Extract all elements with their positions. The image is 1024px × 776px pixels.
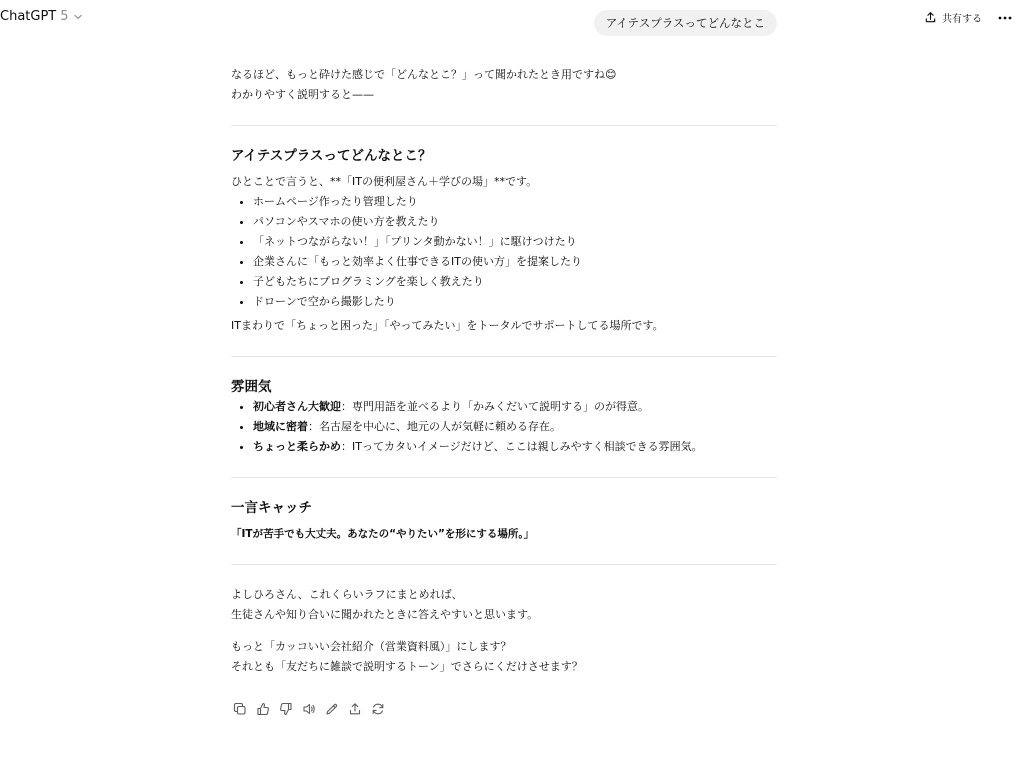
more-options-icon[interactable] [998, 16, 1012, 20]
share-response-button[interactable] [346, 700, 363, 717]
chevron-down-icon [73, 12, 83, 22]
upload-icon [924, 11, 937, 24]
section-heading: 一言キャッチ [231, 500, 312, 516]
item-emphasis: 初心者さん大歓迎 [253, 400, 341, 413]
closing-line: よしひろさん、これくらいラフにまとめれば、 [231, 588, 463, 601]
section-summary: ITまわりで「ちょっと困った」「やってみたい」をトータルでサポートしてる場所です。 [231, 319, 664, 332]
share-icon [348, 702, 362, 716]
list-item: • 企業さんに「もっと効率よく仕事できるITの使い方」を提案したり [253, 252, 777, 272]
section-lead: ひとことで言うと、**「ITの便利屋さん＋学びの場」**です。 [231, 175, 538, 188]
item-emphasis: ちょっと柔らかめ [253, 440, 341, 453]
divider [231, 477, 777, 478]
intro-line: なるほど、もっと砕けた感じで「どんなとこ？」って聞かれたとき用ですね😊 [231, 68, 617, 81]
list-item: • ホームページ作ったり管理したり [253, 192, 777, 212]
list-item [253, 397, 777, 417]
thumbs-up-icon [256, 702, 270, 716]
item-text: ：ITってカタいイメージだけど、ここは親しみやすく相談できる雰囲気。 [341, 440, 703, 453]
edit-button[interactable] [323, 700, 340, 717]
thumbs-down-icon [279, 702, 293, 716]
speaker-icon [302, 702, 316, 716]
closing-question: もっと「カッコいい会社紹介（営業資料風）」にします？ [231, 640, 512, 653]
share-button[interactable] [924, 10, 982, 25]
closing-question: それとも「友だちに雑談で説明するトーン」でさらにくだけさせます？ [231, 660, 583, 673]
item-text: ：名古屋を中心に、地元の人が気軽に頼める存在。 [308, 420, 561, 433]
list-item: • ドローンで空から撮影したり [253, 292, 777, 312]
list-item [253, 417, 777, 437]
item-emphasis: 地域に密着 [253, 420, 308, 433]
divider [231, 125, 777, 126]
divider [231, 356, 777, 357]
divider [231, 564, 777, 565]
intro-line: わかりやすく説明すると—— [231, 88, 374, 101]
read-aloud-button[interactable] [300, 700, 317, 717]
assistant-message [231, 65, 777, 677]
catchphrase: 「ITが苦手でも大丈夫。あなたの“やりたい”を形にする場所。」 [231, 528, 535, 540]
bullet-list [231, 397, 777, 457]
bullet-list [231, 192, 777, 312]
list-item: • 「ネットつながらない！」「プリンタ動かない！」に駆けつけたり [253, 232, 777, 252]
section-heading: 雰囲気 [231, 379, 272, 395]
list-item: • 子どもたちにプログラミングを楽しく教えたり [253, 272, 777, 292]
bad-response-button[interactable] [277, 700, 294, 717]
model-version: 5 [60, 9, 69, 24]
list-item [253, 437, 777, 457]
regenerate-button[interactable] [369, 700, 386, 717]
model-picker[interactable] [0, 9, 83, 24]
share-label: 共有する [942, 14, 982, 25]
item-text: ：専門用語を並べるより「かみくだいて説明する」のが得意。 [341, 400, 649, 413]
message-actions [231, 700, 386, 717]
copy-button[interactable] [231, 700, 248, 717]
app-name: ChatGPT [0, 9, 57, 24]
list-item: • パソコンやスマホの使い方を教えたり [253, 212, 777, 232]
edit-icon [325, 702, 339, 716]
good-response-button[interactable] [254, 700, 271, 717]
top-bar [0, 0, 1024, 36]
user-message-bubble: アイテスプラスってどんなとこ [594, 10, 777, 36]
copy-icon [233, 702, 247, 716]
section-heading: アイテスプラスってどんなとこ？ [231, 148, 432, 164]
closing-line: 生徒さんや知り合いに聞かれたときに答えやすいと思います。 [231, 608, 539, 621]
regenerate-icon [371, 702, 385, 716]
